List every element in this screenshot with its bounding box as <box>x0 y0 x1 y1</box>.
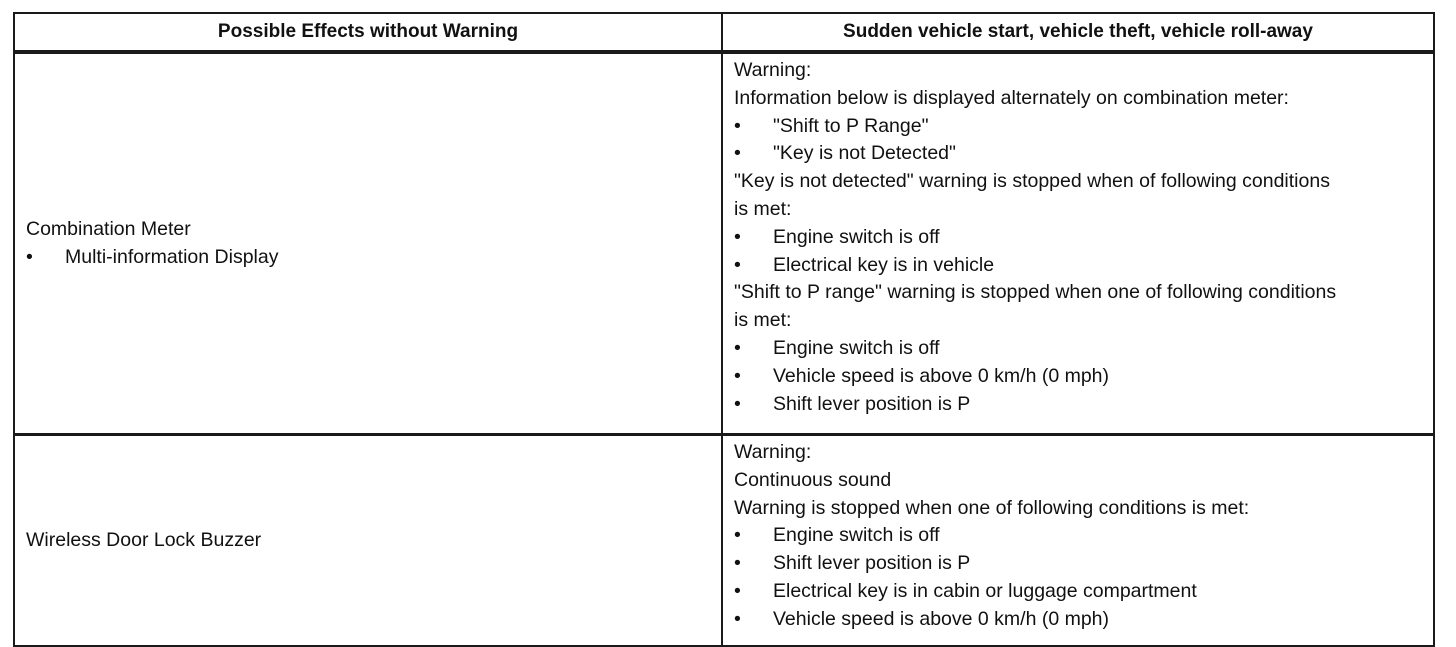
cell-wireless-buzzer-warning <box>722 435 1434 647</box>
bullet-icon: • <box>734 524 741 547</box>
list-item <box>734 252 1425 280</box>
list-item-text: Electrical key is in vehicle <box>773 253 995 276</box>
bullet-icon: • <box>734 114 741 137</box>
list-item <box>734 578 1425 606</box>
list-item <box>734 224 1425 252</box>
bullet-icon: • <box>734 552 741 575</box>
bullet-icon: • <box>734 607 741 630</box>
bullet-icon: • <box>734 392 741 415</box>
cell-combination-meter-warning <box>722 52 1434 435</box>
bullet-icon: • <box>734 336 741 359</box>
list-item <box>734 363 1425 391</box>
list-item-text: Shift lever position is P <box>773 552 971 575</box>
table-row-wireless-door-lock-buzzer <box>14 435 1434 647</box>
combination-meter-title: Combination Meter <box>26 217 191 240</box>
bullet-icon: • <box>734 225 741 248</box>
warning-label: Warning: <box>734 59 812 81</box>
list-item-text: Engine switch is off <box>773 524 940 547</box>
bullet-icon: • <box>734 364 741 387</box>
cell-wireless-door-lock-buzzer <box>14 435 722 647</box>
list-item <box>734 140 1425 168</box>
list-item <box>734 522 1425 550</box>
buzzer-condition-text: Warning is stopped when one of following conditions is met: <box>734 496 1250 519</box>
bullet-icon: • <box>734 142 741 165</box>
warning-label: Warning: <box>734 441 812 463</box>
list-item-text: Electrical key is in cabin or luggage compartment <box>773 579 1197 602</box>
shift-condition-text-cont: is met: <box>734 309 792 332</box>
list-item <box>734 391 1425 419</box>
header-possible-effects: Possible Effects without Warning <box>14 13 722 52</box>
bullet-icon: • <box>734 253 741 276</box>
table-row-combination-meter <box>14 52 1434 435</box>
warning-effects-table <box>13 12 1435 647</box>
list-item <box>26 244 721 272</box>
list-item-text: Shift lever position is P <box>773 392 971 415</box>
list-item-text: Multi-information Display <box>65 245 279 268</box>
list-item <box>734 335 1425 363</box>
list-item <box>734 113 1425 141</box>
cell-combination-meter <box>14 52 722 435</box>
list-item-text: Vehicle speed is above 0 km/h (0 mph) <box>773 607 1110 630</box>
display-intro-text: Information below is displayed alternately on combination meter: <box>734 86 1289 109</box>
list-item-text: Engine switch is off <box>773 225 940 248</box>
list-item <box>734 606 1425 634</box>
list-item-text: Vehicle speed is above 0 km/h (0 mph) <box>773 364 1110 387</box>
wireless-buzzer-title: Wireless Door Lock Buzzer <box>26 528 262 551</box>
bullet-icon: • <box>734 579 741 602</box>
table-header-row <box>14 13 1434 52</box>
shift-condition-text: "Shift to P range" warning is stopped when one of following conditions <box>734 281 1337 304</box>
list-item <box>734 550 1425 578</box>
key-condition-text-cont: is met: <box>734 197 792 220</box>
bullet-icon: • <box>26 245 33 268</box>
list-item-text: "Key is not Detected" <box>773 142 956 165</box>
continuous-sound-text: Continuous sound <box>734 468 892 491</box>
key-condition-text: "Key is not detected" warning is stopped when of following conditions <box>734 170 1330 193</box>
list-item-text: "Shift to P Range" <box>773 114 929 137</box>
header-sudden-vehicle-start: Sudden vehicle start, vehicle theft, vehicle roll-away <box>722 13 1434 52</box>
list-item-text: Engine switch is off <box>773 336 940 359</box>
